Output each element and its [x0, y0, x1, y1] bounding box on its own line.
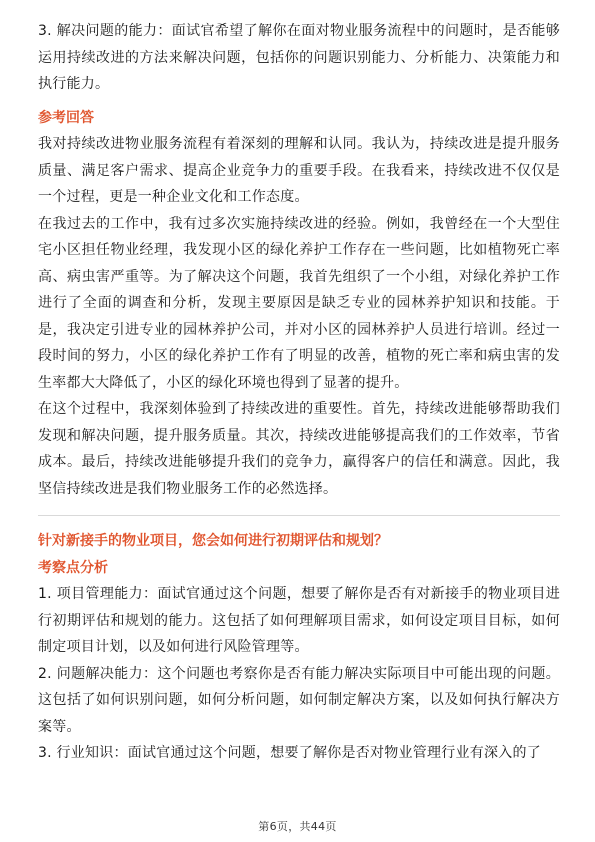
interview-question: 针对新接手的物业项目，您会如何进行初期评估和规划？	[38, 533, 388, 549]
document-page	[38, 18, 560, 767]
analysis-item-industry-knowledge: 3. 行业知识：面试官通过这个问题，想要了解你是否对物业管理行业有深入的了	[38, 745, 542, 761]
answer-paragraph-3: 在这个过程中，我深刻体验到了持续改进的重要性。首先，持续改进能够帮助我们发现和解决问题，提升服务质量。其次，持续改进能够提高我们的工作效率，节省成本。最后，持续改进能够提升我们的竞争力，赢得客户的信任和满意。因此，我坚信持续改进是我们物业服务工作的必然选择。	[38, 401, 560, 497]
reference-answer-heading: 参考回答	[38, 109, 94, 126]
analysis-item-project-management: 1. 项目管理能力：面试官通过这个问题，想要了解你是否有对新接手的物业项目进行初期评估和规划的能力。这包括了如何理解项目需求，如何设定项目目标，如何制定项目计划，以及如何进行风险管理等。	[38, 586, 560, 655]
spacer	[38, 98, 560, 105]
section-divider	[38, 515, 560, 516]
analysis-item-problem-solving-2: 2. 问题解决能力：这个问题也考察你是否有能力解决实际项目中可能出现的问题。这包括了如何识别问题，如何分析问题，如何制定解决方案，以及如何执行解决方案等。	[38, 665, 560, 735]
analysis-item-problem-solving: 3. 解决问题的能力：面试官希望了解你在面对物业服务流程中的问题时，是否能够运用持续改进的方法来解决问题，包括你的问题识别能力、分析能力、决策能力和执行能力。	[38, 23, 560, 92]
answer-paragraph-2: 在我过去的工作中，我有过多次实施持续改进的经验。例如，我曾经在一个大型住宅小区担任物业经理，我发现小区的绿化养护工作存在一些问题，比如植物死亡率高、病虫害严重等。为了解决这个问题，我首先组织了一个小组，对绿化养护工作进行了全面的调查和分析，发现主要原因是缺乏专业的园林养护知识和技能。于是，我决定引进专业的园林养护公司，并对小区的园林养护人员进行培训。经过一段时间的努力，小区的绿化养护工作有了明显的改善，植物的死亡率和病虫害的发生率都大大降低了，小区的绿化环境也得到了显著的提升。	[38, 215, 560, 391]
answer-paragraph-1: 我对持续改进物业服务流程有着深刻的理解和认同。我认为，持续改进是提升服务质量、满足客户需求、提高企业竞争力的重要手段。在我看来，持续改进不仅仅是一个过程，更是一种企业文化和工作态度。	[38, 136, 560, 205]
page-number-footer: 第6页，共44页	[258, 820, 337, 833]
analysis-heading: 考察点分析	[38, 559, 108, 576]
